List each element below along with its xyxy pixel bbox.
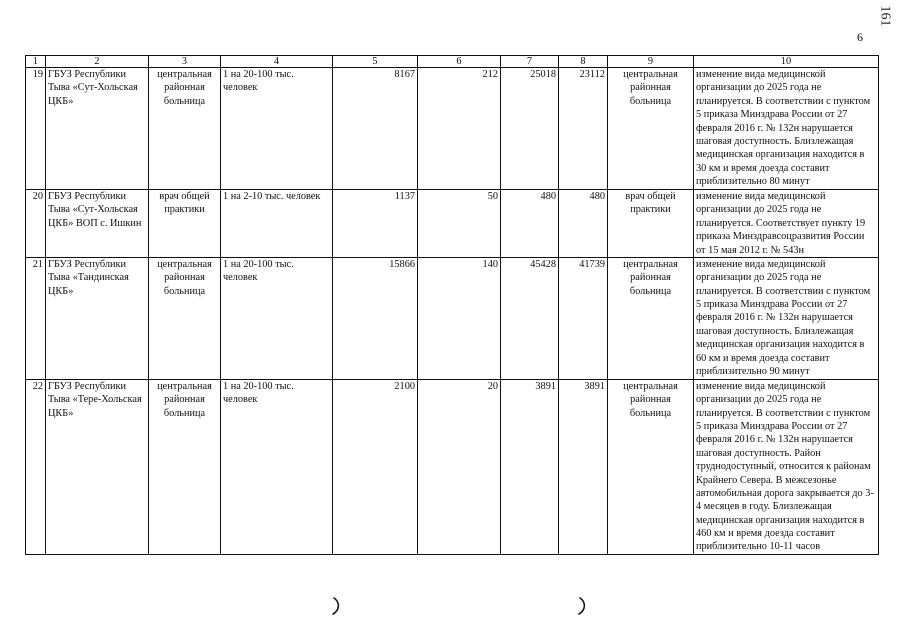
norm: 1 на 2-10 тыс. человек	[221, 190, 333, 258]
norm: 1 на 20-100 тыс. человек	[221, 379, 333, 554]
norm: 1 на 20-100 тыс. человек	[221, 68, 333, 190]
header-cell: 5	[333, 56, 418, 68]
value-col7: 45428	[501, 257, 559, 379]
value-col8: 480	[559, 190, 608, 258]
table-row	[26, 190, 879, 258]
comment: изменение вида медицинской организации до 2025 года не планируется. В соответствии с пунктом 5 приказа Минздрава России от 27 февраля 2016 г. № 132н нарушается шаговая доступность. Близлежащая медицинская организация находится в 30 км и время доезда составит приблизительно 80 минут	[694, 68, 879, 190]
organization-name: ГБУЗ Республики Тыва «Сут-Хольская ЦКБ»	[46, 68, 149, 190]
value-col7: 25018	[501, 68, 559, 190]
value-col7: 480	[501, 190, 559, 258]
row-number: 22	[26, 379, 46, 554]
row-number: 20	[26, 190, 46, 258]
planned-type: центральная районная больница	[608, 379, 694, 554]
page-number: 6	[857, 30, 863, 44]
value-col5: 15866	[333, 257, 418, 379]
handwritten-page-mark: 161	[877, 5, 893, 27]
value-col8: 23112	[559, 68, 608, 190]
organization-type: центральная районная больница	[149, 257, 221, 379]
comment: изменение вида медицинской организации до 2025 года не планируется. В соответствии с пунктом 5 приказа Минздрава России от 27 февраля 2016 г. № 132н нарушается шаговая доступность. Район труднодоступный, относится к районам Крайнего Севера. В межсезонье автомобильная дорога закрывается до 3-4 месяцев в году. Близлежащая медицинская организация находится в 460 км и время доезда составит приблизительно 10-11 часов	[694, 379, 879, 554]
value-col6: 20	[418, 379, 501, 554]
organization-type: центральная районная больница	[149, 379, 221, 554]
row-number: 21	[26, 257, 46, 379]
header-cell: 4	[221, 56, 333, 68]
planned-type: центральная районная больница	[608, 68, 694, 190]
norm: 1 на 20-100 тыс. человек	[221, 257, 333, 379]
pen-tick-mark-left	[330, 596, 344, 616]
header-cell: 9	[608, 56, 694, 68]
comment: изменение вида медицинской организации до 2025 года не планируется. Соответствует пункту 19 приказа Минздравсоцразвития России от 15 мая 2012 г. № 543н	[694, 190, 879, 258]
value-col5: 8167	[333, 68, 418, 190]
organization-type: центральная районная больница	[149, 68, 221, 190]
table-row	[26, 379, 879, 554]
organization-name: ГБУЗ Республики Тыва «Сут-Хольская ЦКБ» ВОП с. Ишкин	[46, 190, 149, 258]
header-cell: 3	[149, 56, 221, 68]
value-col7: 3891	[501, 379, 559, 554]
comment: изменение вида медицинской организации до 2025 года не планируется. В соответствии с пунктом 5 приказа Минздрава России от 27 февраля 2016 г. № 132н нарушается шаговая доступность. Близлежащая медицинская организация находится в 60 км и время доезда составит приблизительно 90 минут	[694, 257, 879, 379]
value-col5: 2100	[333, 379, 418, 554]
header-cell: 7	[501, 56, 559, 68]
header-cell: 10	[694, 56, 879, 68]
planned-type: центральная районная больница	[608, 257, 694, 379]
table-header-row	[26, 56, 879, 68]
pen-tick-mark-right	[576, 596, 590, 616]
organization-name: ГБУЗ Республики Тыва «Тандинская ЦКБ»	[46, 257, 149, 379]
header-cell: 2	[46, 56, 149, 68]
data-table	[25, 55, 879, 555]
planned-type: врач общей практики	[608, 190, 694, 258]
organization-name: ГБУЗ Республики Тыва «Тере-Хольская ЦКБ»	[46, 379, 149, 554]
value-col6: 212	[418, 68, 501, 190]
header-cell: 8	[559, 56, 608, 68]
value-col8: 41739	[559, 257, 608, 379]
value-col8: 3891	[559, 379, 608, 554]
header-cell: 1	[26, 56, 46, 68]
value-col6: 50	[418, 190, 501, 258]
row-number: 19	[26, 68, 46, 190]
organization-type: врач общей практики	[149, 190, 221, 258]
table-row	[26, 257, 879, 379]
value-col6: 140	[418, 257, 501, 379]
value-col5: 1137	[333, 190, 418, 258]
table-row	[26, 68, 879, 190]
header-cell: 6	[418, 56, 501, 68]
